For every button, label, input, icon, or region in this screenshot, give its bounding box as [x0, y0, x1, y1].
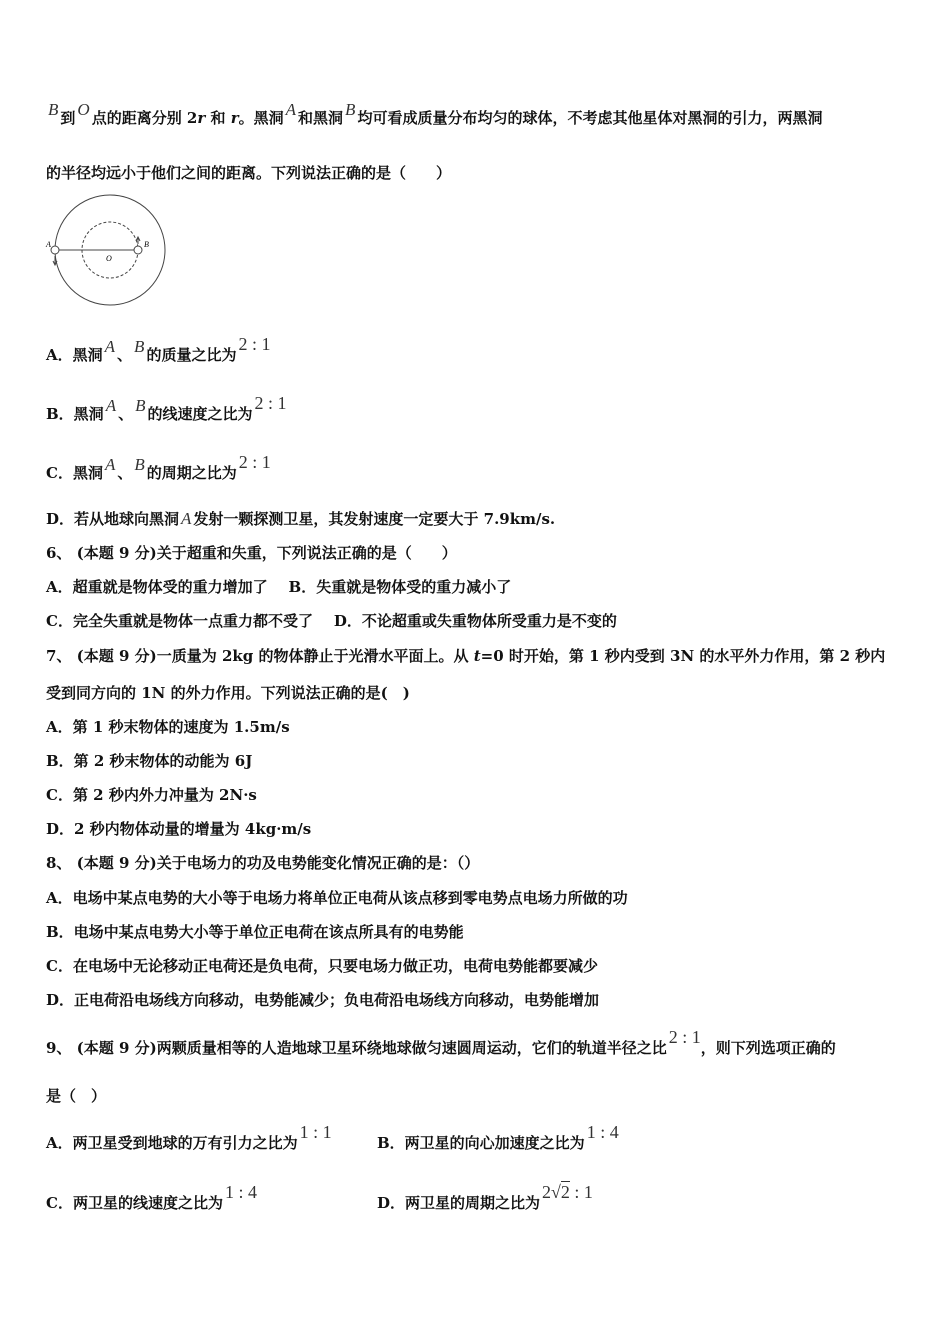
q5-sym-b2: B	[345, 100, 356, 119]
q9-options-row2	[46, 1182, 593, 1213]
label-o: O	[106, 254, 112, 263]
option-label: B．黑洞	[46, 405, 104, 423]
separator: 、	[117, 346, 133, 364]
option-text: 的周期之比为	[146, 464, 237, 482]
q5-text: 到	[60, 109, 76, 127]
ratio: 2 : 1	[238, 452, 271, 472]
black-hole-b	[134, 246, 142, 254]
sym-a: A	[181, 509, 192, 528]
q5-var-r: r	[230, 109, 239, 127]
q6-stem: 6、 (本题 9 分)关于超重和失重，下列说法正确的是（ ）	[46, 544, 457, 562]
option-text: 的质量之比为	[146, 346, 237, 364]
q8-option-c[interactable]: C．在电场中无论移动正电荷还是负电荷，只要电场力做正功，电荷电势能都要减少	[46, 957, 598, 975]
option-text: 的线速度之比为	[147, 405, 253, 423]
ratio-coefficient: 2	[542, 1182, 552, 1202]
ratio: 2 : 1	[238, 334, 271, 354]
q5-sym-b: B	[48, 100, 59, 119]
q6-option-c[interactable]: C．完全失重就是物体一点重力都不受了	[46, 612, 313, 630]
arrow-b-icon	[136, 237, 140, 244]
q9-option-a[interactable]	[46, 1122, 332, 1152]
q5-text: 和黑洞	[298, 109, 344, 127]
q5-text: 和	[205, 109, 231, 127]
q9-stem-line2: 是（ ）	[46, 1087, 107, 1105]
sym-b: B	[134, 337, 145, 356]
option-text: C．两卫星的线速度之比为	[46, 1194, 223, 1212]
q9-radius-ratio: 2 : 1	[668, 1027, 701, 1047]
ratio-radicand: 2	[560, 1182, 570, 1202]
q9-options-row1	[46, 1122, 619, 1153]
sym-a: A	[105, 396, 117, 415]
q5-option-d[interactable]	[46, 509, 555, 529]
q5-text: 点的距离分别 2	[91, 109, 198, 127]
q7-option-c[interactable]: C．第 2 秒内外力冲量为 2N·s	[46, 786, 257, 804]
q5-option-c[interactable]	[46, 452, 271, 483]
q5-stem-line1	[46, 100, 823, 128]
separator: 、	[117, 464, 133, 482]
ratio-rest: : 1	[569, 1182, 593, 1202]
q6-options-row1	[46, 577, 511, 597]
black-hole-a	[51, 246, 59, 254]
q5-option-a[interactable]	[46, 334, 271, 365]
q6-options-row2	[46, 611, 617, 631]
q9-text: ，则下列选项正确的	[700, 1039, 836, 1057]
q9-text: 9、 (本题 9 分)两颗质量相等的人造地球卫星环绕地球做匀速圆周运动，它们的轨道半径之比	[46, 1039, 667, 1057]
ratio: 1 : 4	[224, 1182, 257, 1202]
q7-text: =0 时开始，第 1 秒内受到 3N 的水平外力作用，第 2 秒内	[480, 647, 886, 665]
option-label: A．黑洞	[46, 346, 103, 364]
q5-text: 均可看成质量分布均匀的球体，不考虑其他星体对黑洞的引力，两黑洞	[357, 109, 823, 127]
q9-option-d[interactable]	[377, 1182, 593, 1213]
q5-text: 。黑洞	[238, 109, 284, 127]
sym-a: A	[104, 455, 116, 474]
q8-stem: 8、 (本题 9 分)关于电场力的功及电势能变化情况正确的是：（）	[46, 854, 480, 872]
q7-option-a[interactable]: A．第 1 秒末物体的速度为 1.5m/s	[46, 718, 290, 736]
label-b: B	[144, 240, 149, 249]
sym-a: A	[104, 337, 116, 356]
q7-stem-line1	[46, 646, 885, 666]
option-text: 发射一颗探测卫星，其发射速度一定要大于 7.9km/s.	[193, 510, 556, 528]
option-text: D．若从地球向黑洞	[46, 510, 180, 528]
sqrt-icon: √	[551, 1182, 561, 1202]
q5-sym-a: A	[285, 100, 297, 119]
sym-b: B	[135, 396, 146, 415]
label-a: A	[46, 240, 51, 249]
q6-option-d[interactable]: D．不论超重或失重物体所受重力是不变的	[333, 612, 617, 630]
ratio	[542, 1182, 593, 1202]
q7-option-b[interactable]: B．第 2 秒末物体的动能为 6J	[46, 752, 253, 770]
q6-option-a[interactable]: A．超重就是物体受的重力增加了	[46, 578, 268, 596]
q9-option-c[interactable]	[46, 1182, 257, 1212]
q5-sym-o: O	[77, 100, 90, 119]
ratio: 1 : 4	[586, 1122, 619, 1142]
ratio: 2 : 1	[254, 393, 287, 413]
q7-var-t: t	[473, 647, 481, 665]
q7-option-d[interactable]: D．2 秒内物体动量的增量为 4kg·m/s	[46, 820, 312, 838]
q8-option-a[interactable]: A．电场中某点电势的大小等于电场力将单位正电荷从该点移到零电势点电场力所做的功	[46, 889, 628, 907]
option-text: B．两卫星的向心加速度之比为	[377, 1134, 585, 1152]
sym-b: B	[134, 455, 145, 474]
q7-stem-line2: 受到同方向的 1N 的外力作用。下列说法正确的是( )	[46, 684, 410, 702]
q9-option-b[interactable]	[377, 1122, 619, 1153]
option-label: C．黑洞	[46, 464, 103, 482]
q6-option-b[interactable]: B．失重就是物体受的重力减小了	[288, 578, 512, 596]
q9-stem-line1	[46, 1027, 836, 1058]
q5-var-r: r	[197, 109, 206, 127]
q5-stem-line2: 的半径均远小于他们之间的距离。下列说法正确的是（ ）	[46, 164, 452, 182]
separator: 、	[118, 405, 134, 423]
option-text: A．两卫星受到地球的万有引力之比为	[46, 1134, 298, 1152]
q8-option-b[interactable]: B．电场中某点电势大小等于单位正电荷在该点所具有的电势能	[46, 923, 464, 941]
option-text: D．两卫星的周期之比为	[377, 1194, 541, 1212]
q8-option-d[interactable]: D．正电荷沿电场线方向移动，电势能减少；负电荷沿电场线方向移动，电势能增加	[46, 991, 600, 1009]
binary-orbit-figure	[44, 192, 168, 310]
ratio: 1 : 1	[299, 1122, 332, 1142]
q7-text: 7、 (本题 9 分)一质量为 2kg 的物体静止于光滑水平面上。从	[46, 647, 474, 665]
q5-option-b[interactable]	[46, 393, 287, 424]
